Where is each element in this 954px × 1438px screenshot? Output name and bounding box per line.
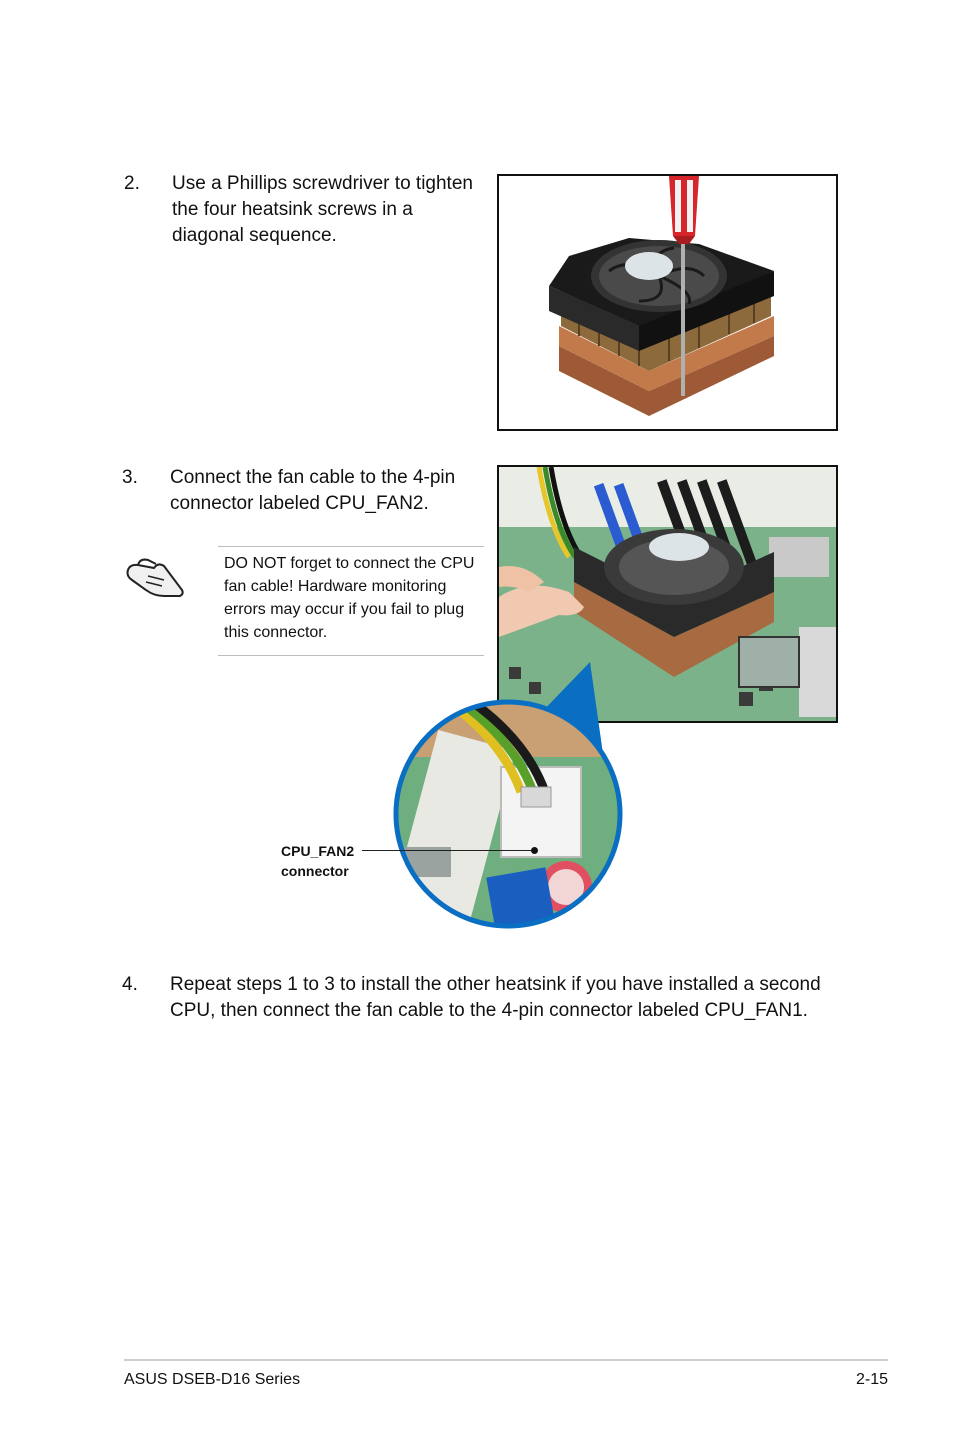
step-4-number: 4. xyxy=(122,974,138,995)
callout-label-line1: CPU_FAN2 xyxy=(281,843,355,859)
step-4-text: Repeat steps 1 to 3 to install the other heatsink if you have installed a second CPU, then connect the fan cable to the 4-pin connector labeled CPU_FAN1. xyxy=(170,974,821,1021)
callout-leader-dot xyxy=(531,847,538,854)
step-2-text: Use a Phillips screwdriver to tighten the four heatsink screws in a diagonal sequence. xyxy=(172,173,473,246)
hand-icon xyxy=(124,550,186,600)
footer-page-number: 2-15 xyxy=(855,1371,888,1388)
footer-product-name: ASUS DSEB-D16 Series xyxy=(124,1371,301,1388)
footer-rule xyxy=(124,1359,888,1361)
callout-label-line2: connector xyxy=(281,863,349,879)
note-bottom-rule xyxy=(218,655,484,656)
step-3-number: 3. xyxy=(122,467,138,488)
step-3-text: Connect the fan cable to the 4-pin connector labeled CPU_FAN2. xyxy=(170,467,456,514)
note-text: DO NOT forget to connect the CPU fan cable! Hardware monitoring errors may occur if you fail to plug this connector. xyxy=(224,555,475,641)
note-top-rule xyxy=(218,546,484,547)
cpu-fan2-zoom-circle xyxy=(391,697,625,931)
heatsink-screwdriver-illustration xyxy=(499,176,836,429)
callout-leader-line xyxy=(362,850,534,851)
step-2-number: 2. xyxy=(124,173,140,194)
heatsink-screwdriver-photo xyxy=(497,174,838,431)
